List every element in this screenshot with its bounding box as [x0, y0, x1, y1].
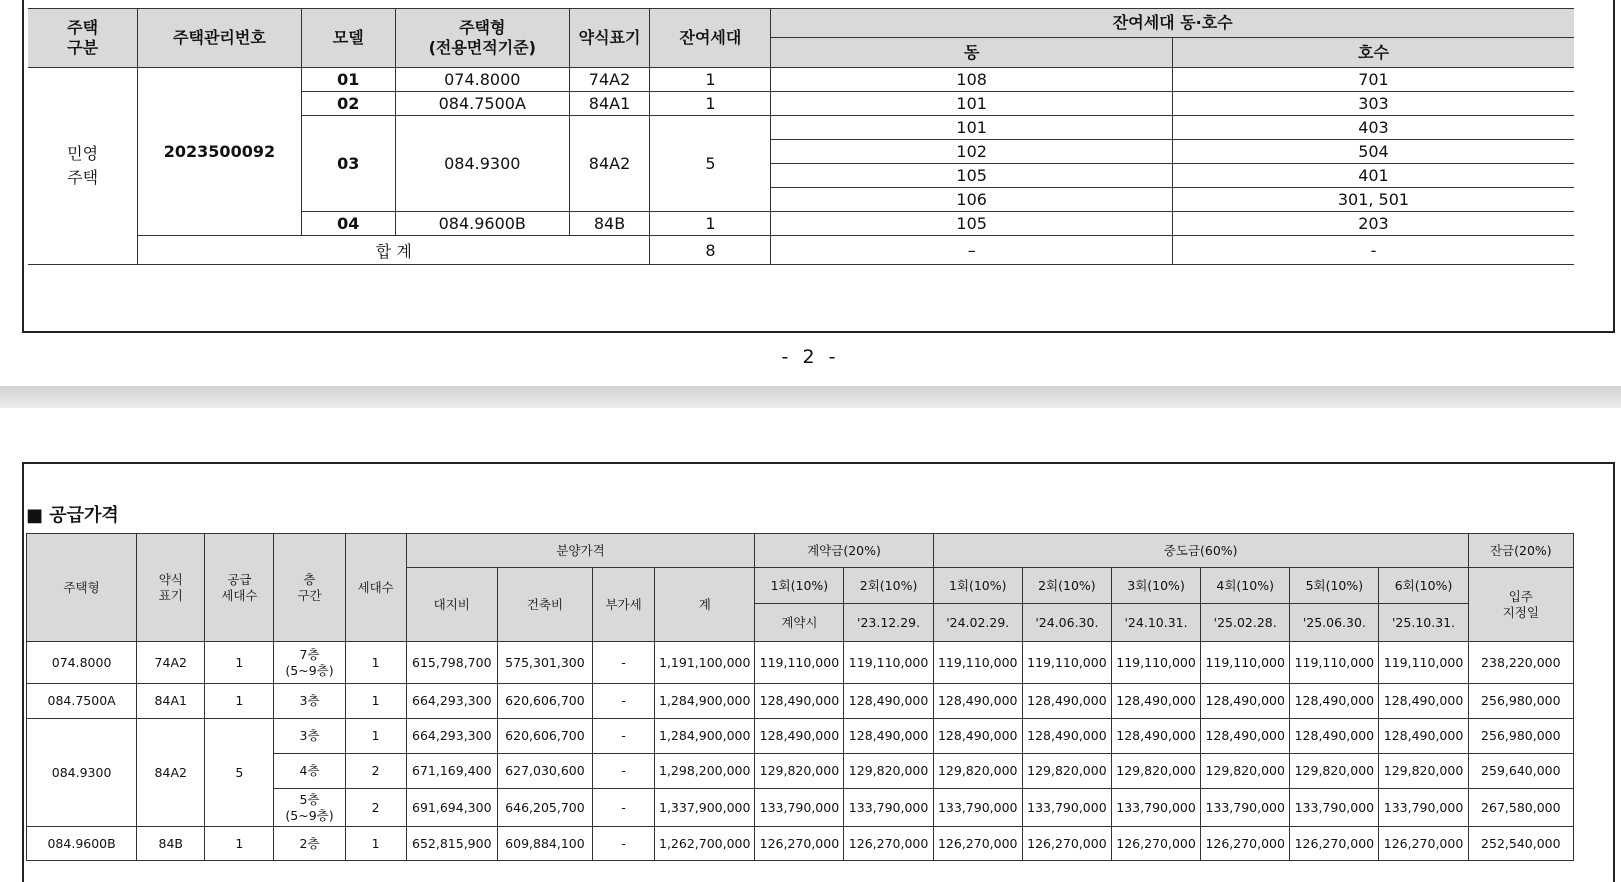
count-cell: 1 — [650, 92, 771, 116]
header-installment: 1회(10%) — [933, 568, 1022, 604]
dong-cell: 106 — [771, 188, 1173, 212]
header-type: 주택 구분 — [28, 9, 138, 68]
floor-cell: 3층 — [274, 684, 345, 719]
header-installment: 6회(10%) — [1379, 568, 1468, 604]
vat-cell: - — [593, 789, 655, 827]
section-title: ■ 공급가격 — [26, 505, 119, 526]
total-label: 합 계 — [138, 236, 650, 265]
payment-cell: 128,490,000 — [1290, 684, 1379, 719]
payment-cell: 128,490,000 — [1201, 684, 1290, 719]
header-remaining-group: 잔여세대 동·호수 — [771, 9, 1574, 38]
units-cell: 1 — [345, 642, 406, 684]
dong-cell: 105 — [771, 212, 1173, 236]
land-price-cell: 664,293,300 — [406, 684, 497, 719]
abbr-cell: 84A1 — [137, 684, 205, 719]
header-abbr: 약식 표기 — [137, 534, 205, 642]
balance-cell: 256,980,000 — [1468, 684, 1573, 719]
payment-cell: 126,270,000 — [1379, 827, 1468, 861]
payment-cell: 133,790,000 — [755, 789, 844, 827]
payment-cell: 133,790,000 — [1290, 789, 1379, 827]
land-price-cell: 671,169,400 — [406, 754, 497, 789]
supply-units-cell: 1 — [205, 684, 274, 719]
header-installment: 1회(10%) — [755, 568, 844, 604]
dong-cell: 101 — [771, 92, 1173, 116]
balance-cell: 267,580,000 — [1468, 789, 1573, 827]
total-price-cell: 1,337,900,000 — [655, 789, 755, 827]
header-ho: 호수 — [1172, 38, 1574, 68]
balance-cell: 252,540,000 — [1468, 827, 1573, 861]
payment-cell: 119,110,000 — [933, 642, 1022, 684]
count-cell: 1 — [650, 68, 771, 92]
payment-cell: 129,820,000 — [1290, 754, 1379, 789]
model-cell: 02 — [301, 92, 395, 116]
housing-type-cell: 084.9600B — [395, 212, 569, 236]
abbr-cell: 74A2 — [569, 68, 650, 92]
building-price-cell: 609,884,100 — [497, 827, 592, 861]
header-date: 계약시 — [755, 604, 844, 642]
table-row — [28, 68, 1574, 92]
table-row — [27, 719, 1574, 754]
abbr-cell: 74A2 — [137, 642, 205, 684]
header-abbr: 약식표기 — [569, 9, 650, 68]
land-price-cell: 664,293,300 — [406, 719, 497, 754]
payment-cell: 129,820,000 — [755, 754, 844, 789]
building-price-cell: 620,606,700 — [497, 719, 592, 754]
payment-cell: 133,790,000 — [1111, 789, 1200, 827]
model-cell: 03 — [301, 116, 395, 212]
header-supply-units: 공급 세대수 — [205, 534, 274, 642]
header-date: '25.06.30. — [1290, 604, 1379, 642]
payment-cell: 126,270,000 — [1111, 827, 1200, 861]
supply-units-cell: 5 — [205, 719, 274, 827]
payment-cell: 133,790,000 — [1379, 789, 1468, 827]
units-cell: 1 — [345, 827, 406, 861]
header-move-in: 입주 지정일 — [1468, 568, 1573, 642]
ho-cell: 301, 501 — [1172, 188, 1574, 212]
floor-cell: 4층 — [274, 754, 345, 789]
payment-cell: 128,490,000 — [755, 684, 844, 719]
total-price-cell: 1,284,900,000 — [655, 719, 755, 754]
payment-cell: 119,110,000 — [844, 642, 933, 684]
table-row — [27, 827, 1574, 861]
dong-cell: 108 — [771, 68, 1173, 92]
payment-cell: 119,110,000 — [1290, 642, 1379, 684]
payment-cell: 128,490,000 — [933, 684, 1022, 719]
supply-units-cell: 1 — [205, 827, 274, 861]
payment-cell: 129,820,000 — [1022, 754, 1111, 789]
table-row — [27, 684, 1574, 719]
payment-cell: 129,820,000 — [1111, 754, 1200, 789]
ho-cell: 303 — [1172, 92, 1574, 116]
dong-cell: 101 — [771, 116, 1173, 140]
ho-cell: 504 — [1172, 140, 1574, 164]
payment-cell: 128,490,000 — [1022, 684, 1111, 719]
payment-cell: 133,790,000 — [1022, 789, 1111, 827]
count-cell: 1 — [650, 212, 771, 236]
header-date: '25.10.31. — [1379, 604, 1468, 642]
page-separator — [0, 386, 1621, 408]
header-sale-price: 분양가격 — [406, 534, 755, 568]
header-date: '24.02.29. — [933, 604, 1022, 642]
total-price-cell: 1,191,100,000 — [655, 642, 755, 684]
total-ho: - — [1172, 236, 1574, 265]
payment-cell: 129,820,000 — [844, 754, 933, 789]
header-building: 건축비 — [497, 568, 592, 642]
header-date: '23.12.29. — [844, 604, 933, 642]
dong-cell: 102 — [771, 140, 1173, 164]
header-balance: 잔금(20%) — [1468, 534, 1573, 568]
total-count: 8 — [650, 236, 771, 265]
header-remaining: 잔여세대 — [650, 9, 771, 68]
payment-cell: 128,490,000 — [1022, 719, 1111, 754]
land-price-cell: 691,694,300 — [406, 789, 497, 827]
units-cell: 2 — [345, 754, 406, 789]
payment-cell: 119,110,000 — [1111, 642, 1200, 684]
ho-cell: 403 — [1172, 116, 1574, 140]
total-dong: – — [771, 236, 1173, 265]
housing-type-cell: 084.7500A — [27, 684, 137, 719]
floor-cell: 7층 (5~9층) — [274, 642, 345, 684]
header-units: 세대수 — [345, 534, 406, 642]
payment-cell: 128,490,000 — [844, 684, 933, 719]
balance-cell: 238,220,000 — [1468, 642, 1573, 684]
payment-cell: 129,820,000 — [933, 754, 1022, 789]
payment-cell: 119,110,000 — [1022, 642, 1111, 684]
page-number: - 2 - — [781, 346, 840, 368]
payment-cell: 128,490,000 — [933, 719, 1022, 754]
payment-cell: 126,270,000 — [844, 827, 933, 861]
header-floor: 층 구간 — [274, 534, 345, 642]
housing-type-cell: 084.7500A — [395, 92, 569, 116]
vat-cell: - — [593, 642, 655, 684]
abbr-cell: 84A1 — [569, 92, 650, 116]
payment-cell: 133,790,000 — [933, 789, 1022, 827]
header-model: 모델 — [301, 9, 395, 68]
count-cell: 5 — [650, 116, 771, 212]
header-mgmt-no: 주택관리번호 — [138, 9, 301, 68]
payment-cell: 128,490,000 — [844, 719, 933, 754]
total-price-cell: 1,284,900,000 — [655, 684, 755, 719]
payment-cell: 126,270,000 — [1201, 827, 1290, 861]
header-installment: 3회(10%) — [1111, 568, 1200, 604]
header-date: '24.06.30. — [1022, 604, 1111, 642]
header-sum: 계 — [655, 568, 755, 642]
abbr-cell: 84A2 — [569, 116, 650, 212]
vat-cell: - — [593, 754, 655, 789]
header-date: '24.10.31. — [1111, 604, 1200, 642]
units-cell: 1 — [345, 719, 406, 754]
header-installment: 2회(10%) — [844, 568, 933, 604]
housing-type-cell: 074.8000 — [27, 642, 137, 684]
payment-cell: 126,270,000 — [1022, 827, 1111, 861]
floor-cell: 3층 — [274, 719, 345, 754]
table-row — [27, 642, 1574, 684]
payment-cell: 129,820,000 — [1201, 754, 1290, 789]
total-price-cell: 1,298,200,000 — [655, 754, 755, 789]
header-vat: 부가세 — [593, 568, 655, 642]
type-cell: 민영 주택 — [28, 68, 138, 265]
payment-cell: 119,110,000 — [755, 642, 844, 684]
payment-cell: 128,490,000 — [755, 719, 844, 754]
header-land: 대지비 — [406, 568, 497, 642]
model-cell: 01 — [301, 68, 395, 92]
header-housing-type: 주택형 (전용면적기준) — [395, 9, 569, 68]
payment-cell: 126,270,000 — [755, 827, 844, 861]
units-cell: 2 — [345, 789, 406, 827]
ho-cell: 401 — [1172, 164, 1574, 188]
abbr-cell: 84A2 — [137, 719, 205, 827]
payment-cell: 128,490,000 — [1379, 719, 1468, 754]
floor-cell: 2층 — [274, 827, 345, 861]
payment-cell: 126,270,000 — [933, 827, 1022, 861]
balance-cell: 256,980,000 — [1468, 719, 1573, 754]
header-installment: 5회(10%) — [1290, 568, 1379, 604]
header-installment: 4회(10%) — [1201, 568, 1290, 604]
payment-cell: 119,110,000 — [1201, 642, 1290, 684]
housing-type-cell: 074.8000 — [395, 68, 569, 92]
dong-cell: 105 — [771, 164, 1173, 188]
payment-cell: 128,490,000 — [1201, 719, 1290, 754]
building-price-cell: 627,030,600 — [497, 754, 592, 789]
vat-cell: - — [593, 684, 655, 719]
payment-cell: 126,270,000 — [1290, 827, 1379, 861]
land-price-cell: 615,798,700 — [406, 642, 497, 684]
supply-price-table — [26, 533, 1574, 861]
ho-cell: 203 — [1172, 212, 1574, 236]
vat-cell: - — [593, 827, 655, 861]
land-price-cell: 652,815,900 — [406, 827, 497, 861]
housing-type-cell: 084.9300 — [395, 116, 569, 212]
header-housing-type: 주택형 — [27, 534, 137, 642]
units-cell: 1 — [345, 684, 406, 719]
mgmt-no-cell: 2023500092 — [138, 68, 301, 236]
balance-cell: 259,640,000 — [1468, 754, 1573, 789]
housing-type-cell: 084.9300 — [27, 719, 137, 827]
vat-cell: - — [593, 719, 655, 754]
payment-cell: 133,790,000 — [1201, 789, 1290, 827]
header-installment: 2회(10%) — [1022, 568, 1111, 604]
abbr-cell: 84B — [569, 212, 650, 236]
floor-cell: 5층 (5~9층) — [274, 789, 345, 827]
payment-cell: 128,490,000 — [1290, 719, 1379, 754]
supply-units-cell: 1 — [205, 642, 274, 684]
header-dong: 동 — [771, 38, 1173, 68]
payment-cell: 119,110,000 — [1379, 642, 1468, 684]
payment-cell: 128,490,000 — [1111, 719, 1200, 754]
building-price-cell: 575,301,300 — [497, 642, 592, 684]
header-mid: 중도금(60%) — [933, 534, 1468, 568]
remaining-units-table — [28, 8, 1574, 265]
payment-cell: 133,790,000 — [844, 789, 933, 827]
header-deposit: 계약금(20%) — [755, 534, 933, 568]
header-date: '25.02.28. — [1201, 604, 1290, 642]
housing-type-cell: 084.9600B — [27, 827, 137, 861]
total-price-cell: 1,262,700,000 — [655, 827, 755, 861]
building-price-cell: 620,606,700 — [497, 684, 592, 719]
building-price-cell: 646,205,700 — [497, 789, 592, 827]
total-row — [28, 236, 1574, 265]
abbr-cell: 84B — [137, 827, 205, 861]
payment-cell: 128,490,000 — [1379, 684, 1468, 719]
ho-cell: 701 — [1172, 68, 1574, 92]
payment-cell: 129,820,000 — [1379, 754, 1468, 789]
payment-cell: 128,490,000 — [1111, 684, 1200, 719]
model-cell: 04 — [301, 212, 395, 236]
